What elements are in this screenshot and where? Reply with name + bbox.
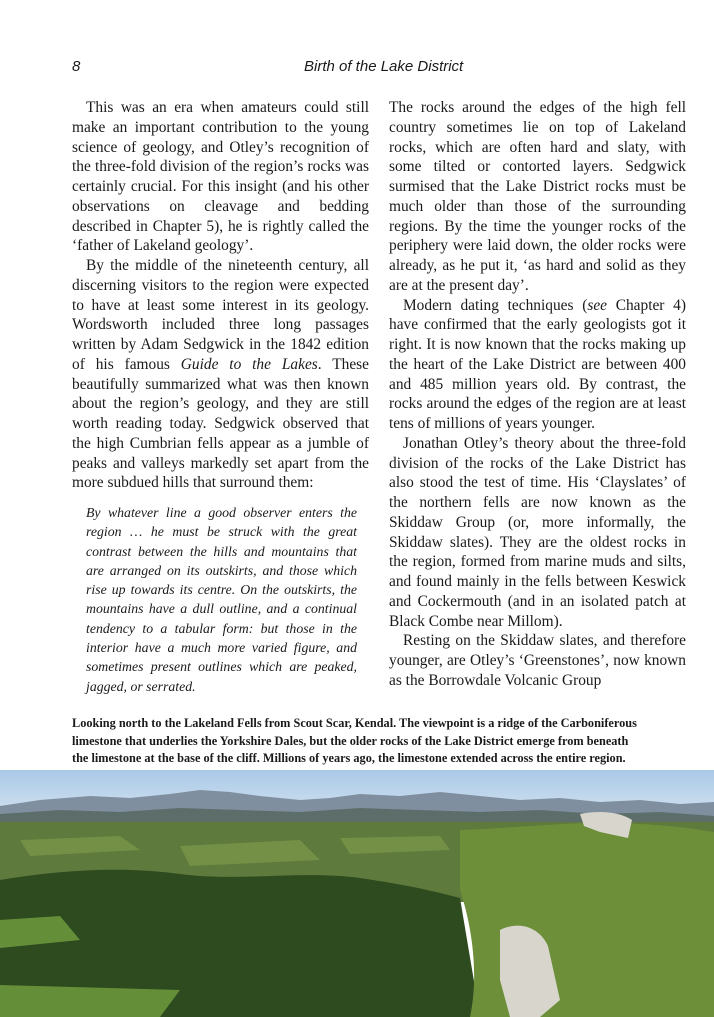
running-title: Birth of the Lake District bbox=[304, 58, 464, 75]
landscape-photo bbox=[0, 770, 714, 1017]
right-column bbox=[389, 98, 686, 691]
paragraph: This was an era when amateurs could still make an important contribution to the young science of geology, and Otley’s recognition of the three-fold division of the region’s rocks was certainly crucial. For this insight (and his other observations on cleavage and bedding described in Chapter 5), he is rightly called the ‘father of Lakeland geology’. bbox=[72, 99, 369, 255]
book-title: Guide to the Lakes bbox=[180, 355, 318, 373]
paragraph: Modern dating techniques (see Chapter 4) have confirmed that the early geologists got it right. It is now known that the rocks making up the heart of the Lake District are between 400 and 485 million years old. By contrast, the rocks around the edges of the region are at least tens of millions of years younger. bbox=[389, 296, 686, 432]
page-number: 8 bbox=[72, 58, 81, 75]
italic-see: see bbox=[587, 296, 607, 314]
grass-slope bbox=[460, 823, 714, 1017]
running-header bbox=[0, 58, 714, 82]
paragraph: The rocks around the edges of the high fell country sometimes lie on top of Lakeland rocks, which are often hard and slaty, with some tilted or contorted layers. Sedgwick surmised that the Lake District rocks must be much older than those of the surrounding regions. By the time the younger rocks of the periphery were laid down, the older rocks were already, as he put it, ‘as hard and solid as they are at the present day’. bbox=[389, 99, 686, 294]
block-quote: By whatever line a good observer enters the region … he must be struck with the great contrast between the hills and mountains that are arranged on its outskirts, and those which rise up towards its centre. On the outskirts, the mountains have a dull outline, and a continual tendency to a tabular form: but those in the interior have a much more varied figure, and sometimes present outlines which are peaked, jagged, or serrated. bbox=[86, 505, 357, 694]
paragraph: Jonathan Otley’s theory about the three-fold division of the rocks of the Lake District has also stood the test of time. His ‘Clayslates’ of the northern fells are now known as the Skiddaw Group (or, more informally, the Skiddaw slates). They are the oldest rocks in the region, formed from marine muds and silts, and found mainly in the fells between Keswick and Cockermouth (and in an isolated patch at Black Combe near Millom). bbox=[389, 434, 686, 630]
paragraph: Resting on the Skiddaw slates, and therefore younger, are Otley’s ‘Greenstones’, now known as the Borrowdale Volcanic Group bbox=[389, 632, 686, 689]
paragraph: By the middle of the nineteenth century, all discerning visitors to the region were expected to have at least some interest in its geology. Wordsworth included three long passages written by Adam Sedgwick in the 1842 edition of his famous Guide to the Lakes. These beautifully summarized what was then known about the region’s geology, and they are still worth reading today. Sedgwick observed that the high Cumbrian fells appear as a jumble of peaks and valleys markedly set apart from the more subdued hills that surround them: bbox=[72, 257, 369, 492]
left-column bbox=[72, 98, 369, 696]
photo-caption: Looking north to the Lakeland Fells from Scout Scar, Kendal. The viewpoint is a ridge of the Carboniferous limestone that underlies the Yorkshire Dales, but the older rocks of the Lake District emerge from beneath the limestone at the base of the cliff. Millions of years ago, the limestone extended across the entire region. bbox=[72, 716, 637, 765]
